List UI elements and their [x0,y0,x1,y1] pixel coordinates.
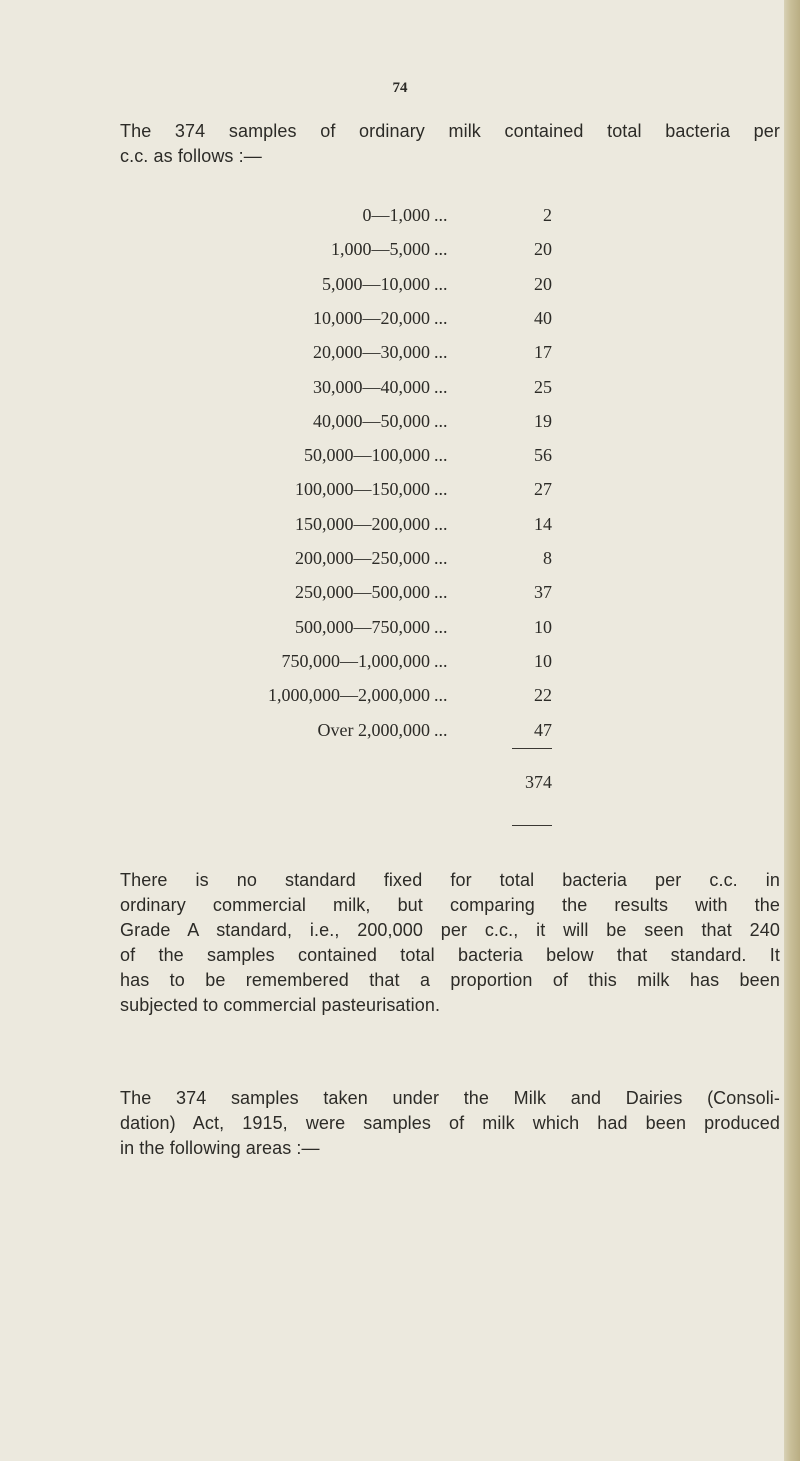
table-row [0,476,800,502]
table-row [0,648,800,674]
total-rule-bottom [512,825,552,826]
leader-dots: ... [434,548,448,568]
bacteria-range: 30,000—40,000 [313,377,430,397]
table-row [0,271,800,297]
sample-count: 17 [534,342,552,362]
leader-dots: ... [434,342,448,362]
sample-count: 27 [534,479,552,499]
bacteria-range: 750,000—1,000,000 [281,651,430,671]
standard-line: There is no standard fixed for total bacteria per c.c. in [120,870,780,890]
bacteria-range: 40,000—50,000 [313,411,430,431]
leader-dots: ... [434,411,448,431]
standard-line: has to be remembered that a proportion of this milk has been [120,970,780,990]
sample-count: 10 [534,651,552,671]
intro-paragraph [120,119,780,169]
sample-count: 22 [534,685,552,705]
sample-count: 19 [534,411,552,431]
leader-dots: ... [434,308,448,328]
leader-dots: ... [434,205,448,225]
leader-dots: ... [434,514,448,534]
leader-dots: ... [434,377,448,397]
table-row [0,511,800,537]
leader-dots: ... [434,720,448,740]
bacteria-range: Over 2,000,000 [317,720,430,740]
table-row [0,305,800,331]
table-row [0,579,800,605]
leader-dots: ... [434,685,448,705]
standard-line: of the samples contained total bacteria below that standard. It [120,945,780,965]
bacteria-range: 20,000—30,000 [313,342,430,362]
table-row [0,717,800,743]
leader-dots: ... [434,274,448,294]
sample-count: 37 [534,582,552,602]
total-count: 374 [525,772,552,792]
leader-dots: ... [434,239,448,259]
bacteria-range: 50,000—100,000 [304,445,430,465]
sample-count: 20 [534,274,552,294]
bacteria-range: 5,000—10,000 [322,274,430,294]
bacteria-range: 10,000—20,000 [313,308,430,328]
bacteria-range: 500,000—750,000 [295,617,430,637]
total-row [0,769,800,795]
leader-dots: ... [434,445,448,465]
dairies-line: in the following areas :— [120,1138,320,1158]
standard-line: ordinary commercial milk, but comparing the results with the [120,895,780,915]
dairies-line: dation) Act, 1915, were samples of milk which had been produced [120,1113,780,1133]
sample-count: 10 [534,617,552,637]
bacteria-range: 1,000—5,000 [331,239,430,259]
standard-line: subjected to commercial pasteurisation. [120,995,441,1015]
bacteria-range: 0—1,000 [362,205,430,225]
bacteria-range: 200,000—250,000 [295,548,430,568]
bacteria-range: 1,000,000—2,000,000 [268,685,430,705]
bacteria-range: 150,000—200,000 [295,514,430,534]
sample-count: 8 [543,548,552,568]
leader-dots: ... [434,651,448,671]
dairies-line: The 374 samples taken under the Milk and Dairies (Consoli- [120,1088,780,1108]
standard-paragraph [120,868,780,1018]
table-row [0,442,800,468]
table-row [0,339,800,365]
intro-line: The 374 samples of ordinary milk contained total bacteria per [120,121,780,141]
table-row [0,408,800,434]
table-row [0,374,800,400]
leader-dots: ... [434,479,448,499]
sample-count: 47 [534,720,552,740]
bacteria-range: 250,000—500,000 [295,582,430,602]
dairies-paragraph [120,1086,780,1161]
sample-count: 25 [534,377,552,397]
page-number: 74 [392,80,408,96]
total-rule-top [512,748,552,749]
table-row [0,614,800,640]
table-row [0,236,800,262]
intro-line: c.c. as follows :— [120,146,262,166]
sample-count: 14 [534,514,552,534]
leader-dots: ... [434,582,448,602]
sample-count: 56 [534,445,552,465]
sample-count: 2 [543,205,552,225]
table-row [0,202,800,228]
leader-dots: ... [434,617,448,637]
table-row [0,682,800,708]
table-row [0,545,800,571]
sample-count: 20 [534,239,552,259]
sample-count: 40 [534,308,552,328]
standard-line: Grade A standard, i.e., 200,000 per c.c., it will be seen that 240 [120,920,780,940]
bacteria-range: 100,000—150,000 [295,479,430,499]
